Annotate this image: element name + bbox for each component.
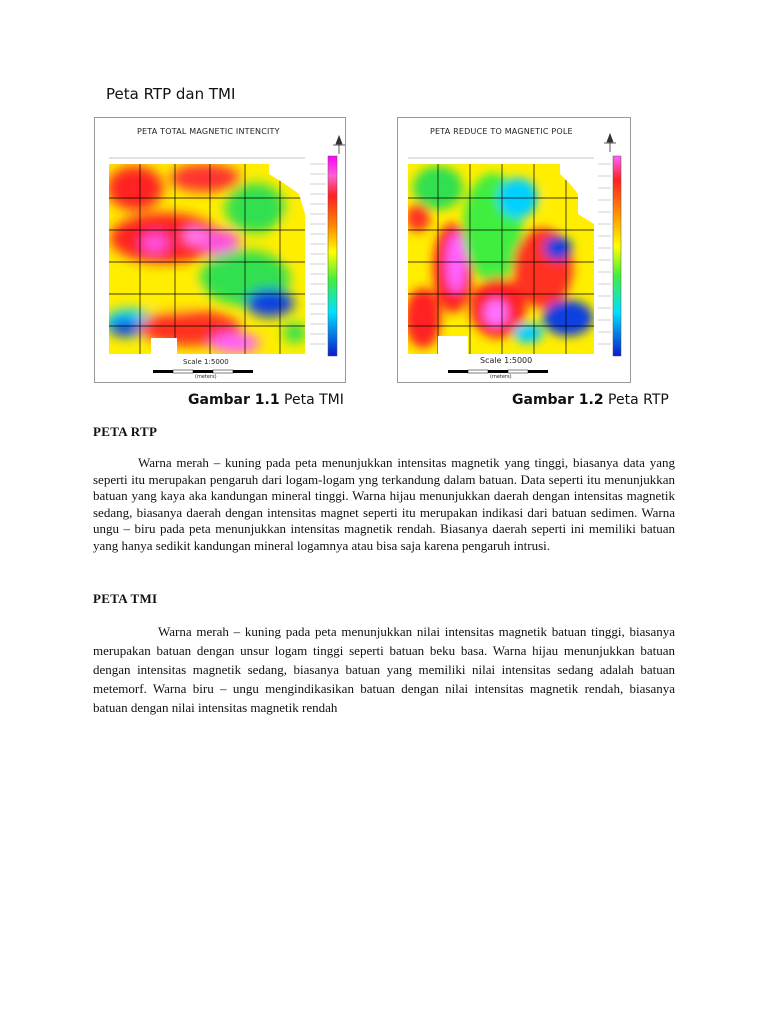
scale-bar <box>153 370 253 373</box>
caption-text: Peta TMI <box>279 392 344 408</box>
rtp-map-image <box>398 118 630 382</box>
tmi-map-image <box>95 118 345 382</box>
tmi-map-title: PETA TOTAL MAGNETIC INTENCITY <box>137 127 280 136</box>
color-scale-legend <box>328 156 337 356</box>
tmi-map-figure <box>94 117 346 383</box>
caption-label: Gambar 1.2 <box>512 392 604 408</box>
rtp-map-figure <box>397 117 631 383</box>
section-body-rtp: Warna merah – kuning pada peta menunjukkan intensitas magnetik yang tinggi, biasanya data yang seperti itu merupakan pengaruh dari logam-logam yng terkandung dalam batuan. Data seperti itu menunjukkan batuan yang kaya aka kandungan mineral tinggi. Warna hijau menunjukkan daerah dengan intensitas magnetik sedang, biasanya daerah dengan intensitas magnet seperti itu merupakan indikasi dari batuan sedimen. Warna ungu – biru pada peta menunjukkan intensitas magnetik rendah. Biasanya daerah seperti ini memiliki batuan yang hanya sedikit kandungan mineral logamnya atau bisa saja karena pengaruh intrusi. <box>93 455 675 553</box>
rtp-scale-unit: (meters) <box>490 374 512 380</box>
section-heading-tmi: PETA TMI <box>93 591 158 606</box>
caption-label: Gambar 1.1 <box>188 392 280 408</box>
section-heading-rtp: PETA RTP <box>93 424 158 439</box>
scale-bar <box>448 370 548 373</box>
section-body-tmi: Warna merah – kuning pada peta menunjukkan nilai intensitas magnetik batuan tinggi, biasanya merupakan batuan dengan unsur logam tinggi seperti batuan beku basa. Warna hijau menunjukkan batuan dengan intensitas magnetik sedang, biasanya batuan yang memiliki nilai intensitas sedang adalah batuan metemorf. Warna biru – ungu mengindikasikan batuan dengan nilai intensitas magnetik rendah, biasanya batuan dengan nilai intensitas magnetik rendah <box>93 624 675 715</box>
rtp-scale-label: Scale 1:5000 <box>480 356 533 365</box>
tmi-scale-label: Scale 1:5000 <box>183 358 229 366</box>
rtp-map-title: PETA REDUCE TO MAGNETIC POLE <box>430 127 573 136</box>
page-title: Peta RTP dan TMI <box>106 85 236 103</box>
figure-2-caption <box>512 392 669 408</box>
tmi-scale-unit: (meters) <box>195 374 217 380</box>
color-scale-legend <box>613 156 621 356</box>
figure-1-caption <box>188 392 344 408</box>
north-arrow-icon <box>604 134 616 152</box>
north-arrow-icon <box>333 136 345 154</box>
caption-text: Peta RTP <box>603 392 669 408</box>
